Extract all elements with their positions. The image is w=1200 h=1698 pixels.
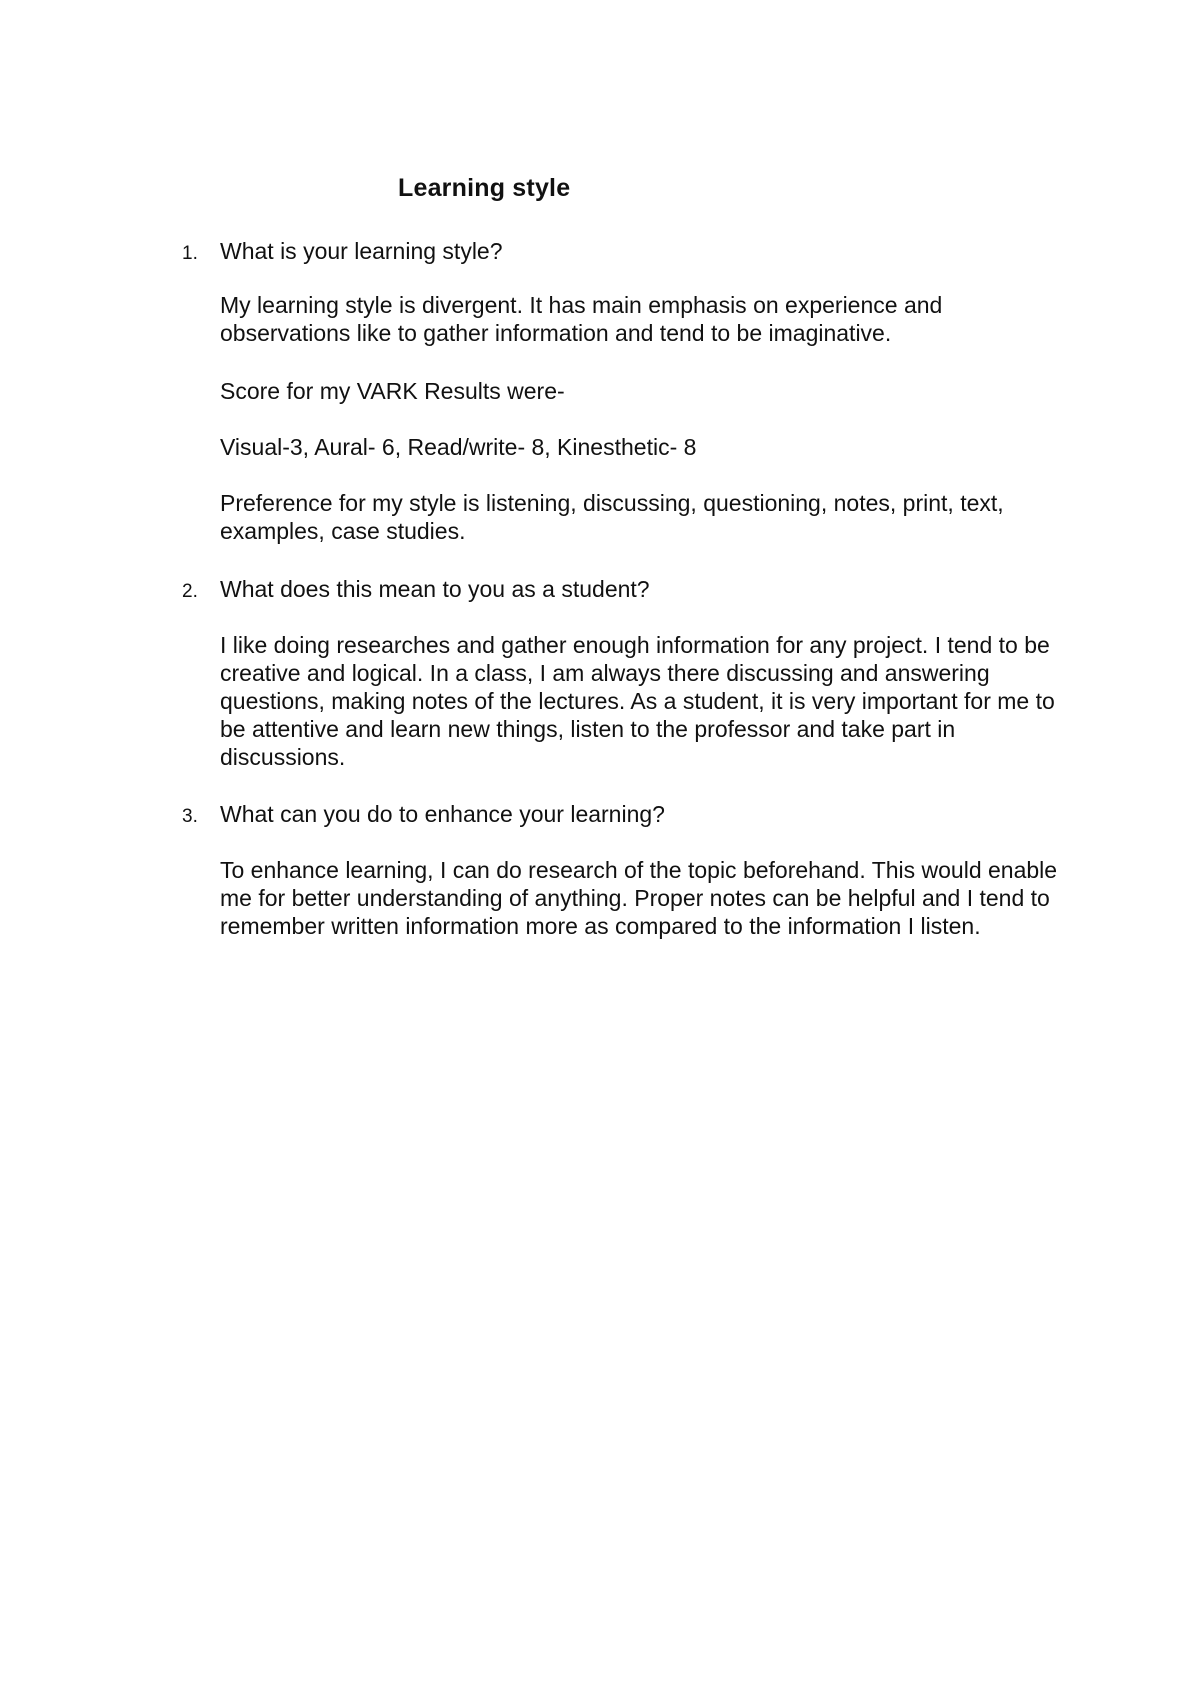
question-number: 2. <box>182 581 198 602</box>
document-title: Learning style <box>398 174 571 202</box>
answer-paragraph: To enhance learning, I can do research of the topic beforehand. This would enable me for better understanding of anything. Proper notes can be helpful and I tend to remember written information more as compared to the information I listen. <box>220 857 1058 939</box>
answer-paragraph: My learning style is divergent. It has main emphasis on experience and observations like to gather information and tend to be imaginative. <box>220 292 943 346</box>
answer-paragraph: Score for my VARK Results were- <box>220 378 565 404</box>
question-text: What is your learning style? <box>220 238 503 264</box>
question-number: 3. <box>182 806 198 827</box>
answer-paragraph: I like doing researches and gather enough information for any project. I tend to be creative and logical. In a class, I am always there discussing and answering questions, making notes of the lectures. As a student, it is very important for me to be attentive and learn new things, listen to the professor and take part in discussions. <box>220 632 1055 770</box>
question-text: What does this mean to you as a student? <box>220 576 650 602</box>
question-text: What can you do to enhance your learning? <box>220 801 665 827</box>
question-number: 1. <box>182 243 198 264</box>
answer-paragraph: Preference for my style is listening, discussing, questioning, notes, print, text, examples, case studies. <box>220 490 1004 544</box>
answer-paragraph: Visual-3, Aural- 6, Read/write- 8, Kinesthetic- 8 <box>220 434 697 460</box>
